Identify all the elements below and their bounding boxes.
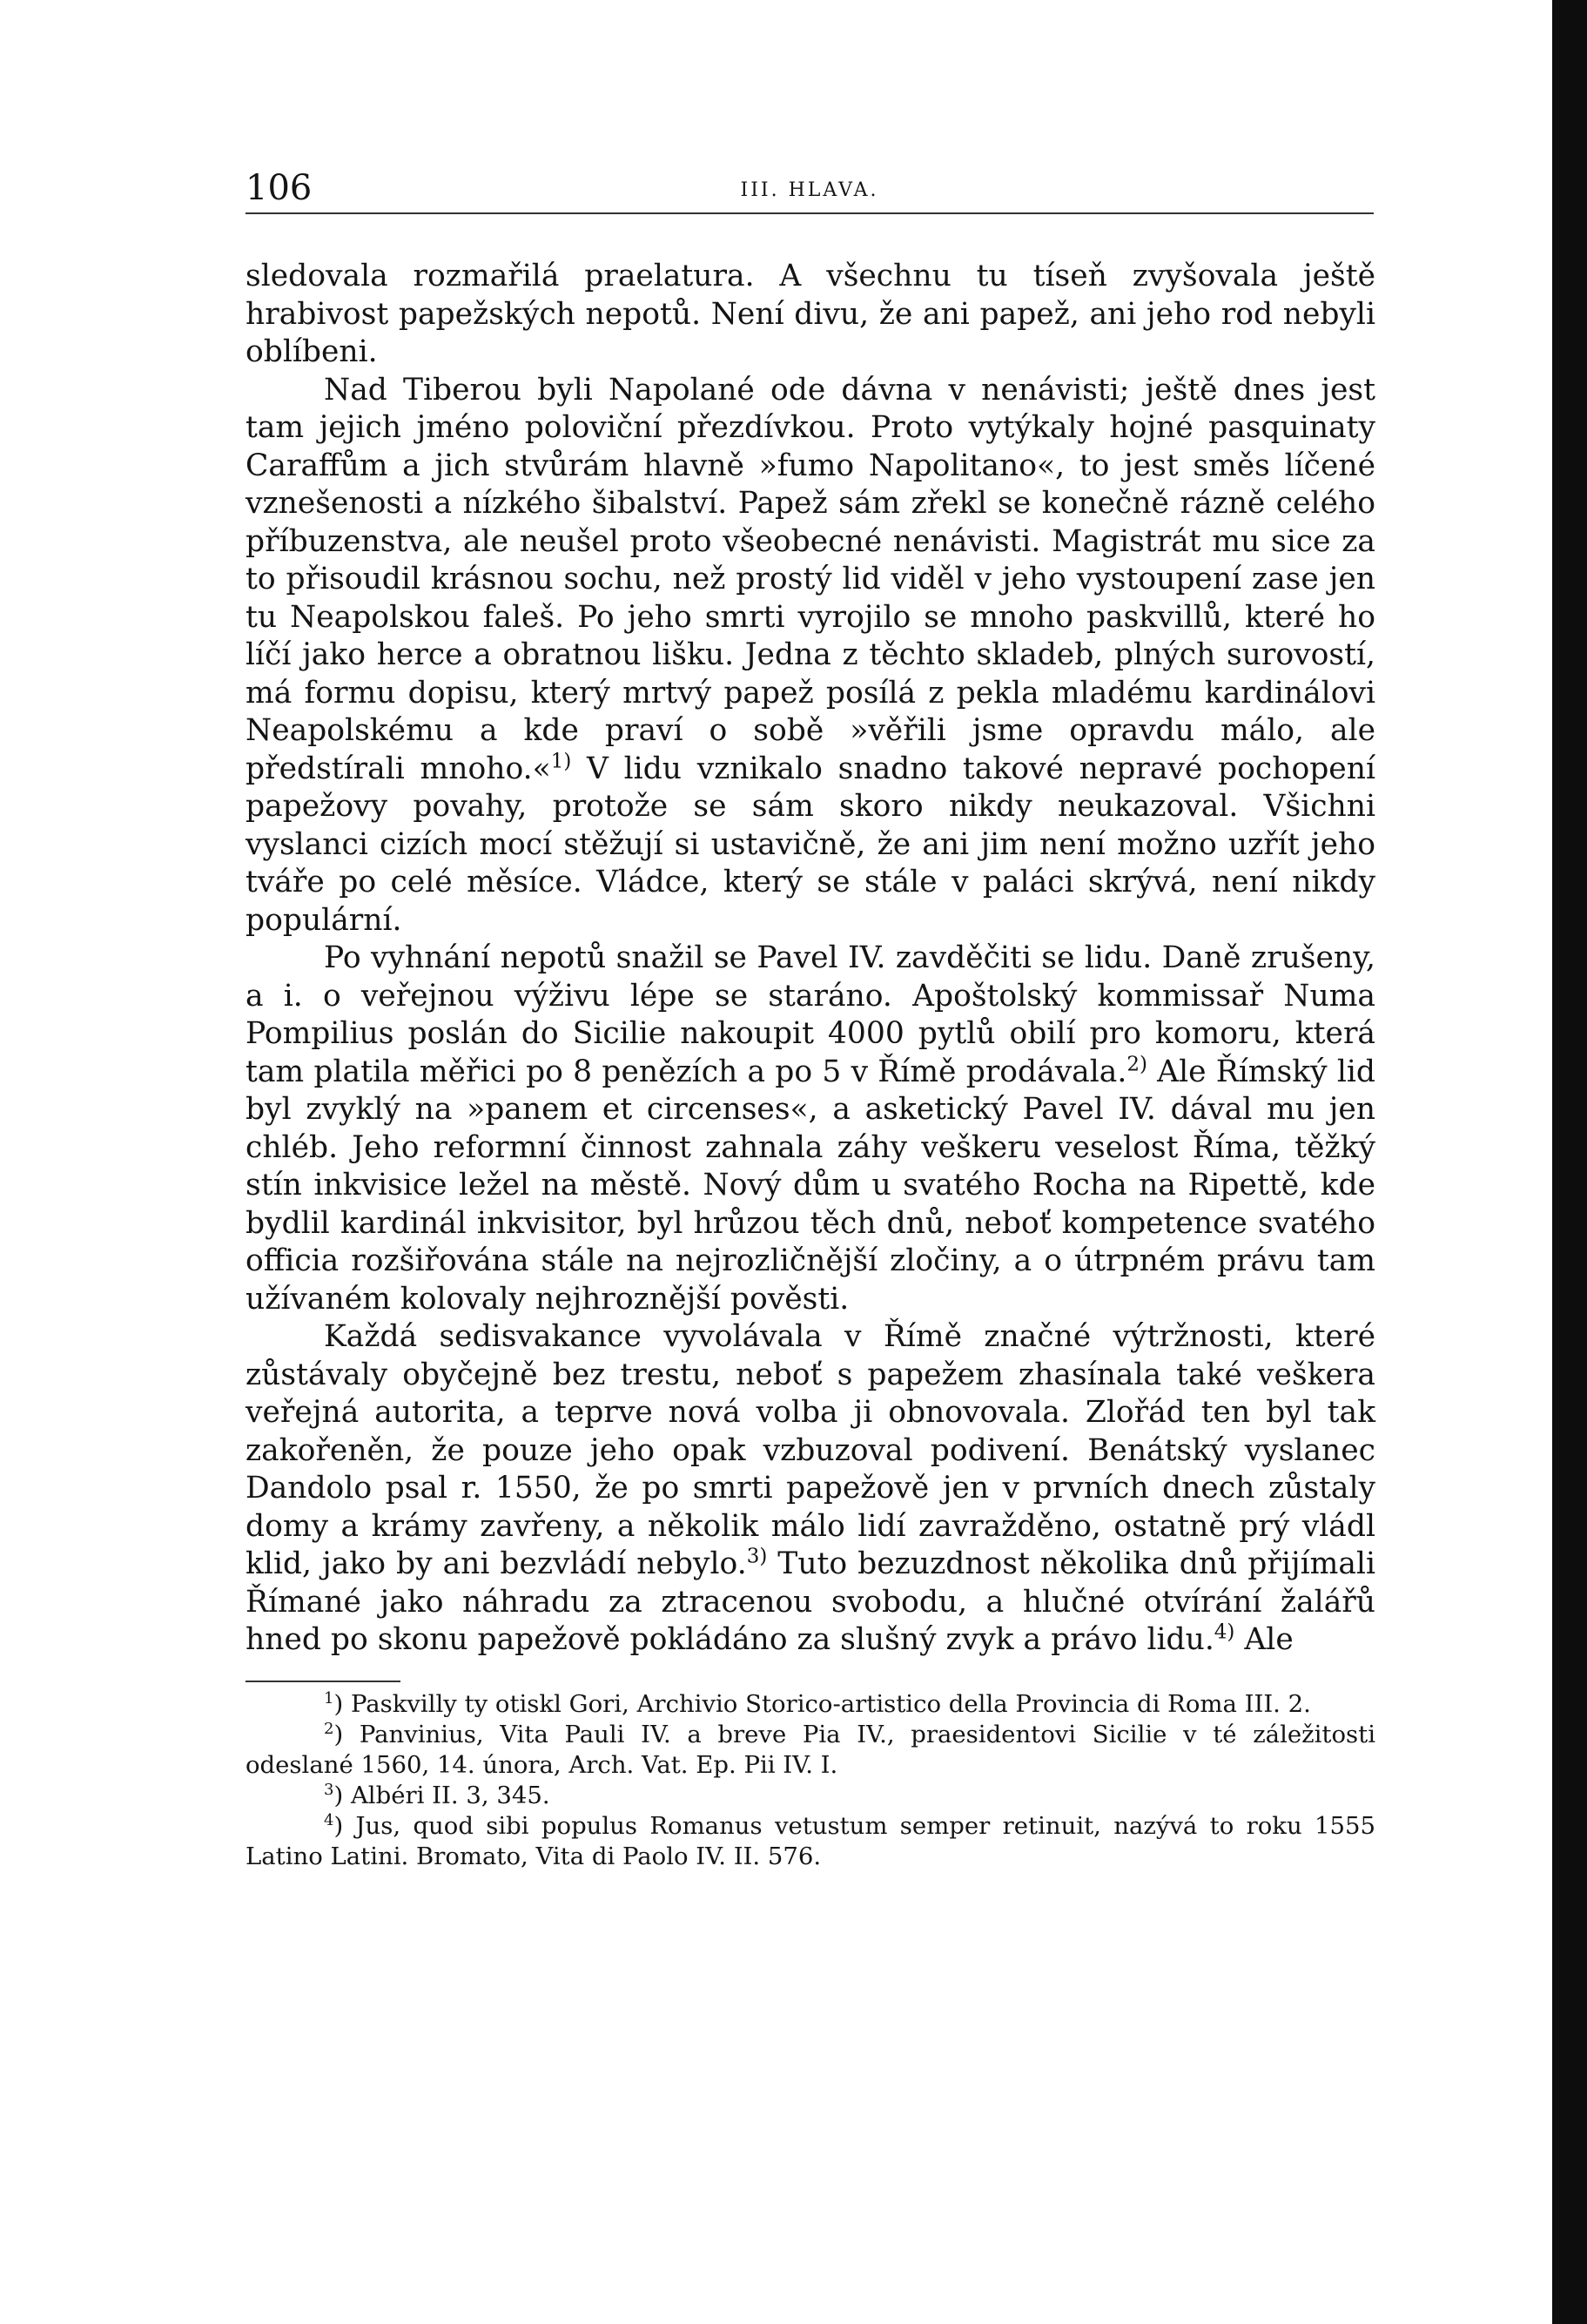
footnote	[245, 1689, 1375, 1720]
footnote	[245, 1720, 1375, 1781]
page-header	[245, 160, 1374, 214]
paragraph-text: Ale	[1234, 1622, 1294, 1657]
footnote-reference: 3)	[746, 1545, 768, 1568]
footnote-mark: 3	[324, 1780, 334, 1799]
page-content	[245, 258, 1375, 1872]
footnote-mark-paren: )	[333, 1720, 360, 1748]
body-text	[245, 258, 1375, 1660]
paragraph-text: Po vyhnání nepotů snažil se Pavel IV. zavděčiti se lidu. Daně zrušeny, a i. o veřejnou výživu lépe se staráno. Apoštolský kommissař Numa Pompilius poslán do Sicilie nakoupit 4000 pytlů obilí pro komoru, která tam platila měřici po 8 penězích a po 5 v Římě prodávala.	[245, 940, 1375, 1089]
paragraph-text: Tuto bezuzdnost několika dnů přijímali Římané jako náhradu za ztracenou svobodu, a hlučné otvírání žalářů hned po skonu papežově pokládáno za slušný zvyk a právo lidu.	[245, 1546, 1375, 1657]
footnote-mark-paren: )	[333, 1689, 351, 1718]
footnote-reference: 2)	[1126, 1053, 1147, 1075]
footnote-mark: 1	[324, 1688, 334, 1708]
footnote-divider	[245, 1681, 400, 1682]
paragraph	[245, 1318, 1375, 1660]
footnote	[245, 1811, 1375, 1872]
page-number: 106	[245, 168, 313, 208]
footnote	[245, 1781, 1375, 1811]
footnote-mark-paren: )	[333, 1811, 356, 1840]
paragraph	[245, 372, 1375, 940]
footnote-text: Panvinius, Vita Pauli IV. a breve Pia IV., praesidentovi Sicilie v té záležitosti odeslané 1560, 14. února, Arch. Vat. Ep. Pii IV. I.	[245, 1720, 1375, 1779]
running-head: III. HLAVA.	[740, 179, 879, 201]
paragraph	[245, 940, 1375, 1318]
paragraph	[245, 258, 1375, 372]
footnote-mark: 2	[324, 1719, 334, 1738]
footnote-text: Albéri II. 3, 345.	[350, 1781, 550, 1809]
footnote-reference: 1)	[550, 750, 572, 772]
paragraph-text: V lidu vznikalo snadno takové nepravé pochopení papežovy povahy, protože se sám skoro nikdy neukazoval. Všichni vyslanci cizích mocí stěžují si ustavičně, že ani jim není možno uzřít jeho tváře po celé měsíce. Vládce, který se stále v paláci skrývá, není nikdy populární.	[245, 751, 1375, 938]
paragraph-text: Každá sedisvakance vyvolávala v Římě značné výtržnosti, které zůstávaly obyčejně bez trestu, neboť s papežem zhasínala také veškera veřejná autorita, a teprve nová volba ji obnovovala. Zlořád ten byl tak zakořeněn, že pouze jeho opak vzbuzoval podivení. Benátský vyslanec Dandolo psal r. 1550, že po smrti papežově jen v prvních dnech zůstaly domy a krámy zavřeny, a několik málo lidí zavražděno, ostatně prý vládl klid, jako by ani bezvládí nebylo.	[245, 1319, 1375, 1581]
footnote-mark-paren: )	[333, 1781, 351, 1809]
paragraph-text: sledovala rozmařilá praelatura. A všechnu tu tíseň zvyšovala ještě hrabivost papežských nepotů. Není divu, že ani papež, ani jeho rod nebyli oblíbeni.	[245, 259, 1375, 369]
footnote-text: Paskvilly ty otiskl Gori, Archivio Storico-artistico della Provincia di Roma III. 2.	[350, 1689, 1311, 1718]
paragraph-text: Ale Římský lid byl zvyklý na »panem et circenses«, a asketický Pavel IV. dával mu jen chléb. Jeho reformní činnost zahnala záhy veškeru veselost Říma, těžký stín inkvisice ležel na městě. Nový dům u svatého Rocha na Ripettě, kde bydlil kardinál inkvisitor, byl hrůzou těch dnů, neboť kompetence svatého officia rozšiřována stále na nejrozličnější zločiny, a o útrpném právu tam užívaném kolovaly nejhroznější pověsti.	[245, 1054, 1376, 1317]
footnote-text: Jus, quod sibi populus Romanus vetustum semper retinuit, nazývá to roku 1555 Latino Latini. Bromato, Vita di Paolo IV. II. 576.	[245, 1811, 1375, 1870]
paragraph-text: Nad Tiberou byli Napolané ode dávna v nenávisti; ještě dnes jest tam jejich jméno poloviční přezdívkou. Proto vytýkaly hojné pasquinaty Caraffům a jich stvůrám hlavně »fumo Napolitano«, to jest směs líčené vznešenosti a nízkého šibalství. Papež sám zřekl se konečně rázně celého příbuzenstva, ale neušel proto všeobecné nenávisti. Magistrát mu sice za to přisoudil krásnou sochu, než prostý lid viděl v jeho vystoupení zase jen tu Neapolskou faleš. Po jeho smrti vyrojilo se mnoho paskvillů, které ho líčí jako herce a obratnou lišku. Jedna z těchto skladeb, plných surovostí, má formu dopisu, který mrtvý papež posílá z pekla mladému kardinálovi Neapolskému a kde praví o sobě »věřili jsme opravdu málo, ale předstírali mnoho.«	[245, 372, 1375, 786]
scan-edge-border	[1552, 0, 1587, 2324]
footnotes	[245, 1689, 1375, 1872]
footnote-mark: 4	[324, 1810, 334, 1829]
footnote-reference: 4)	[1214, 1620, 1235, 1644]
